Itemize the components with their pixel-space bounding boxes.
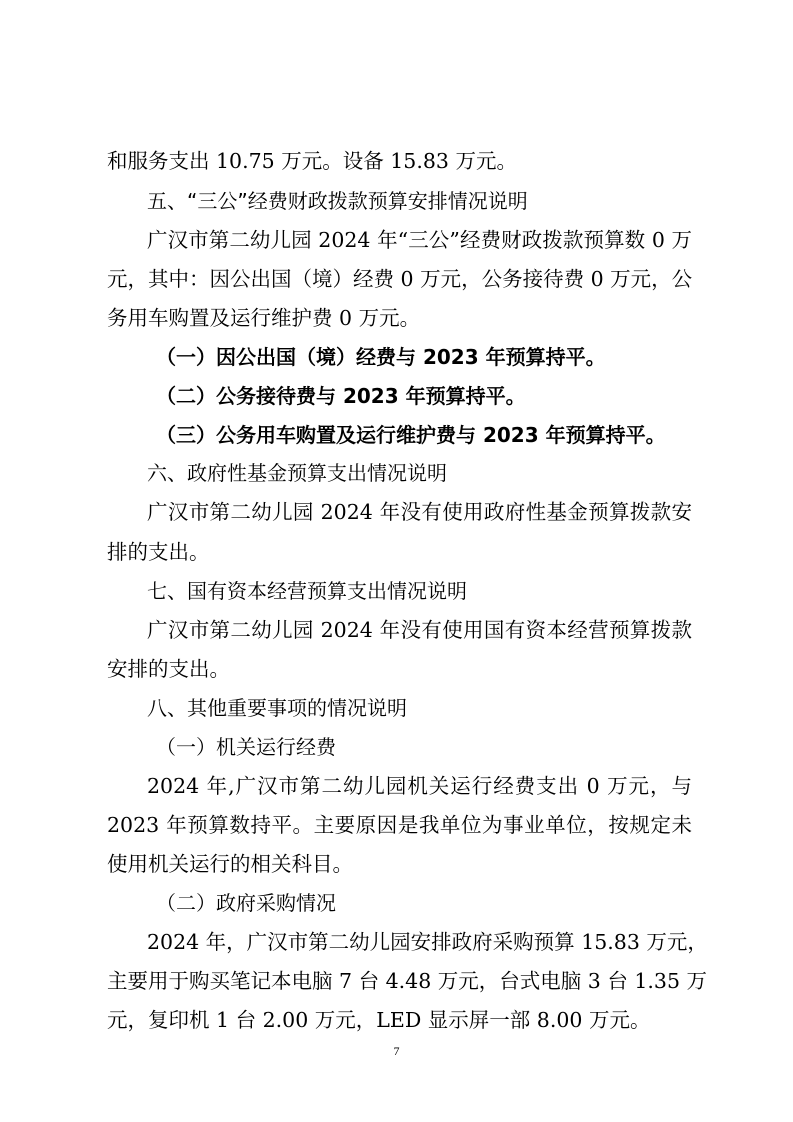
line-10: 广汉市第二幼儿园 2024 年没有使用政府性基金预算拨款安 xyxy=(147,500,692,524)
line-4: 元，其中：因公出国（境）经费 0 万元，公务接待费 0 万元，公 xyxy=(107,267,693,291)
line-3: 广汉市第二幼儿园 2024 年“三公”经费财政拨款预算数 0 万 xyxy=(147,228,692,252)
line-5: 务用车购置及运行维护费 0 万元。 xyxy=(107,306,421,330)
heading-7: 七、国有资本经营预算支出情况说明 xyxy=(147,579,467,603)
page-number: 7 xyxy=(393,1044,400,1058)
line-23: 元，复印机 1 台 2.00 万元，LED 显示屏一部 8.00 万元。 xyxy=(107,1008,651,1032)
subheading-3: （三）公务用车购置及运行维护费与 2023 年预算持平。 xyxy=(156,423,666,447)
line-11: 排的支出。 xyxy=(107,540,210,564)
heading-5: 五、“三公”经费财政拨款预算安排情况说明 xyxy=(147,189,528,213)
subheading-8-1: （一）机关运行经费 xyxy=(156,735,336,759)
subheading-2: （二）公务接待费与 2023 年预算持平。 xyxy=(156,384,526,408)
line-17: 2024 年,广汉市第二幼儿园机关运行经费支出 0 万元，与 xyxy=(147,774,692,798)
line-21: 2024 年，广汉市第二幼儿园安排政府采购预算 15.83 万元， xyxy=(147,930,708,954)
line-1: 和服务支出 10.75 万元。设备 15.83 万元。 xyxy=(107,149,517,173)
subheading-8-2: （二）政府采购情况 xyxy=(156,891,336,915)
line-18: 2023 年预算数持平。主要原因是我单位为事业单位，按规定未 xyxy=(107,813,692,837)
subheading-1: （一）因公出国（境）经费与 2023 年预算持平。 xyxy=(156,345,606,369)
line-13: 广汉市第二幼儿园 2024 年没有使用国有资本经营预算拨款 xyxy=(147,618,692,642)
heading-8: 八、其他重要事项的情况说明 xyxy=(147,696,407,720)
line-22: 主要用于购买笔记本电脑 7 台 4.48 万元，台式电脑 3 台 1.35 万 xyxy=(107,969,708,993)
heading-6: 六、政府性基金预算支出情况说明 xyxy=(147,461,447,485)
line-19: 使用机关运行的相关科目。 xyxy=(107,852,353,876)
line-14: 安排的支出。 xyxy=(107,657,230,681)
